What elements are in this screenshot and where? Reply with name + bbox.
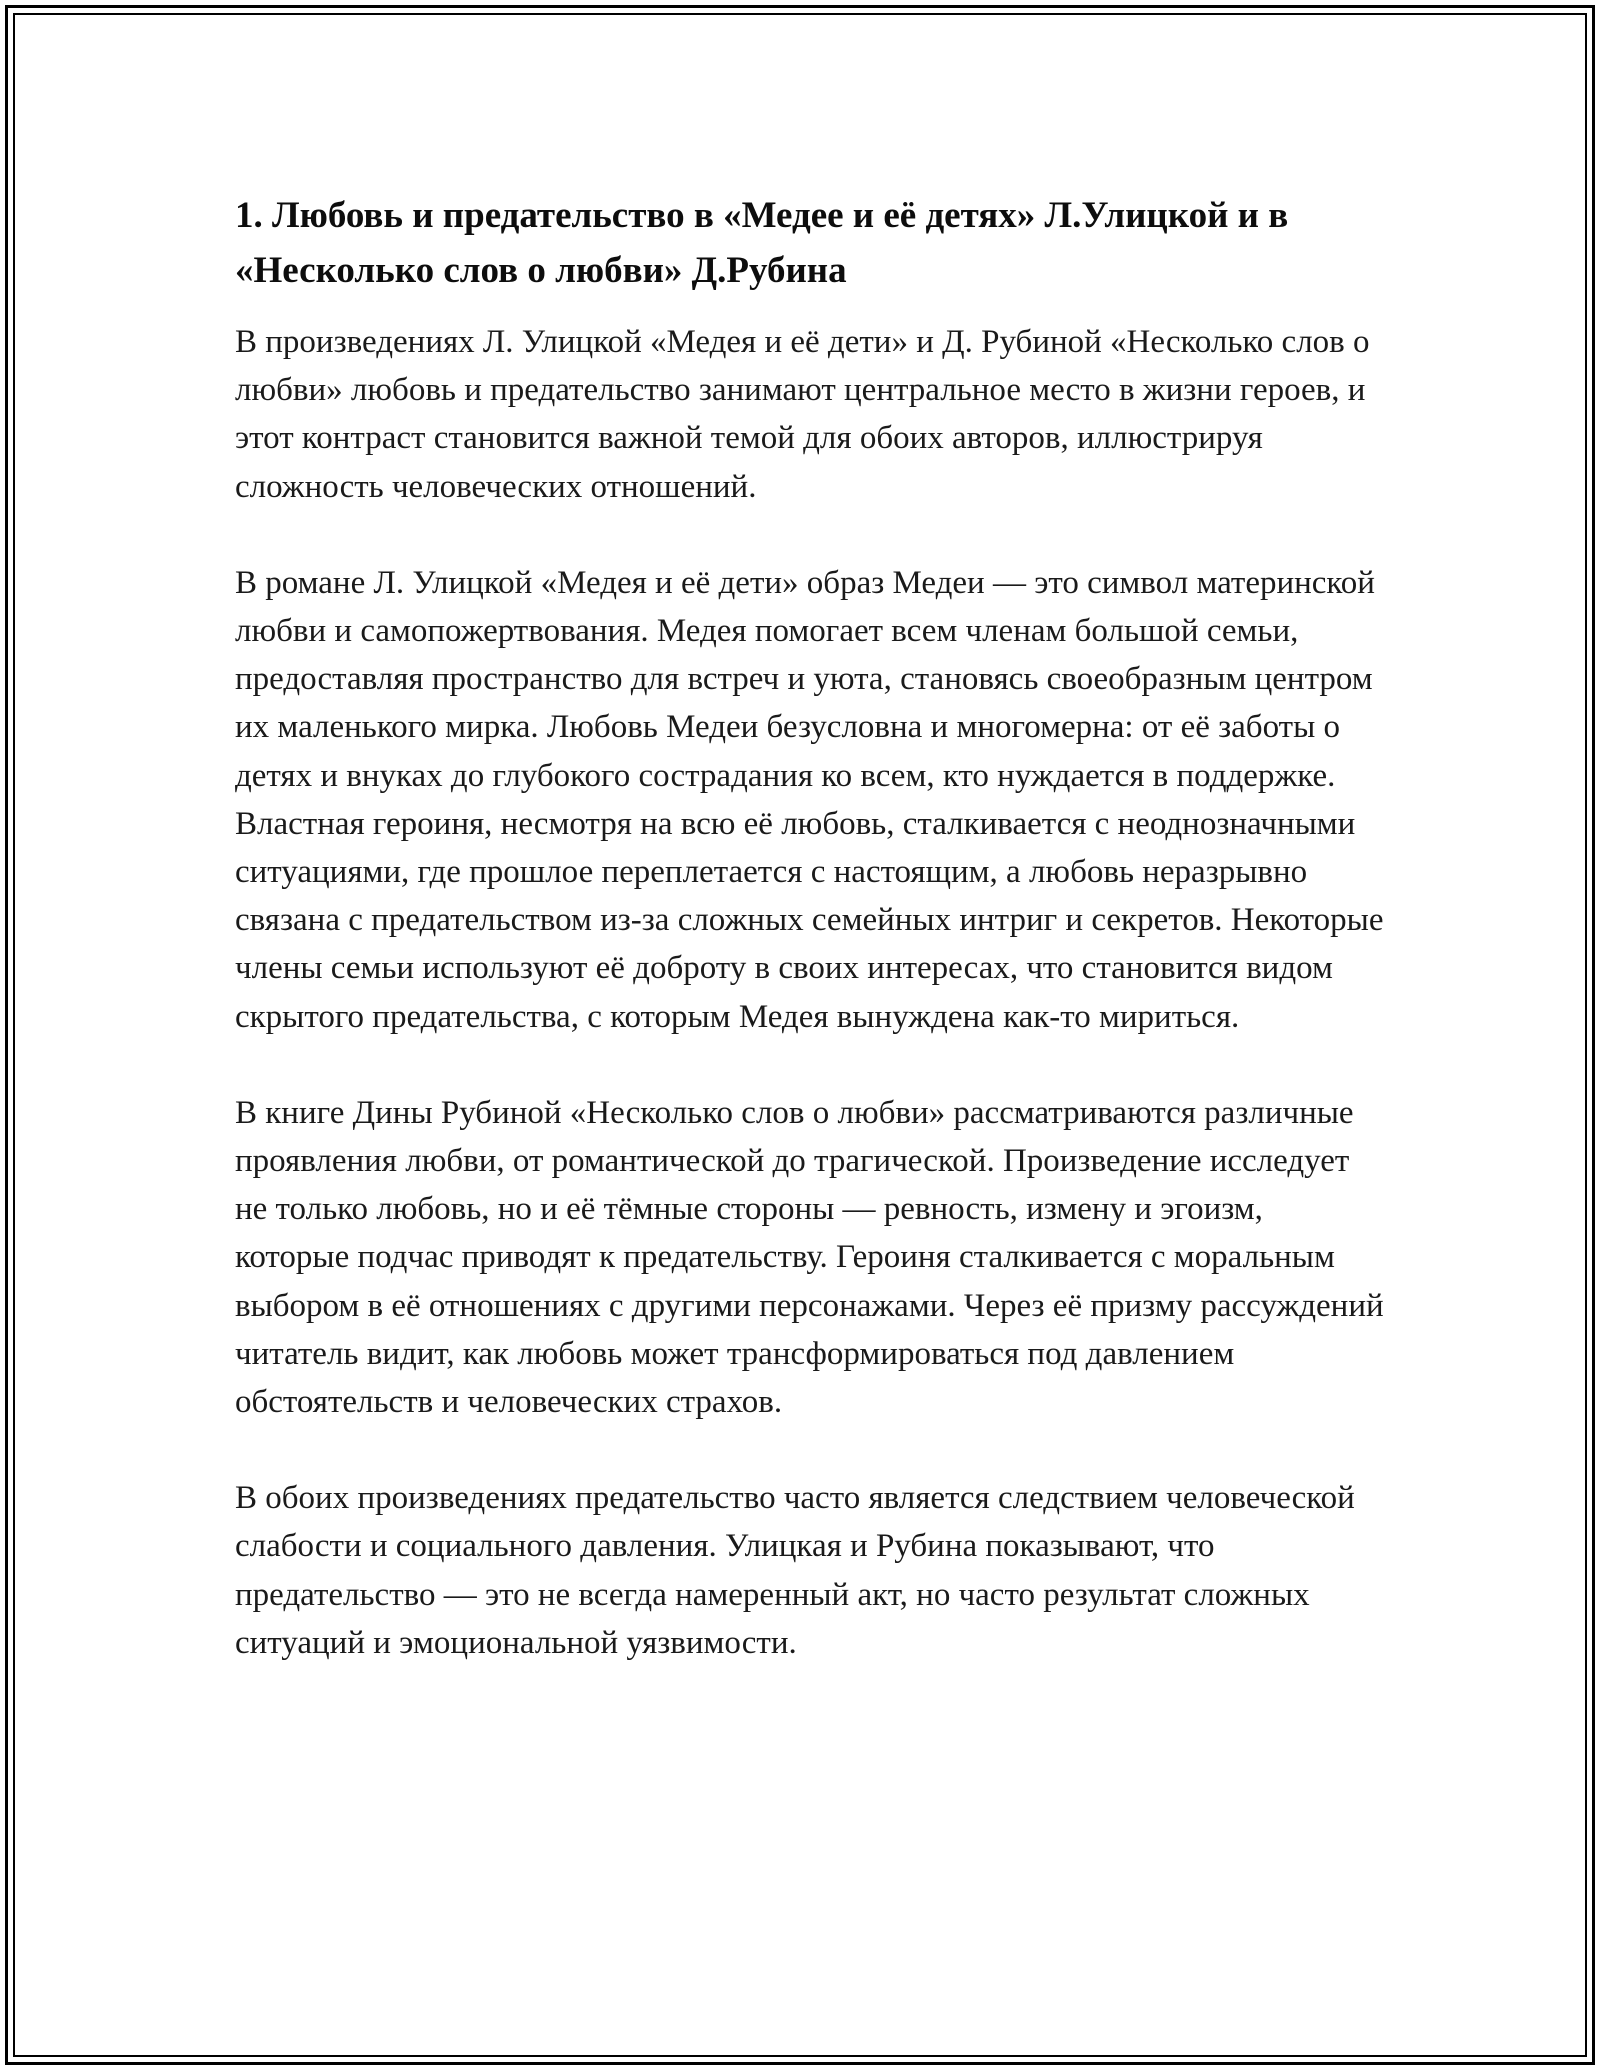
document-body xyxy=(235,188,1385,1667)
paragraph-intro: В произведениях Л. Улицкой «Медея и её дети» и Д. Рубиной «Несколько слов о любви» любовь и предательство занимают центральное место в жизни героев, и этот контраст становится важной темой для обоих авторов, иллюстрируя сложность человеческих отношений. xyxy=(235,324,1370,505)
document-title: 1. Любовь и предательство в «Медее и её детях» Л.Улицкой и в «Несколько слов о любви» Д.Рубина xyxy=(235,195,1289,291)
paragraph-conclusion: В обоих произведениях предательство часто является следствием человеческой слабости и социального давления. Улицкая и Рубина показывают, что предательство — это не всегда намеренный акт, но часто результат сложных ситуаций и эмоциональной уязвимости. xyxy=(235,1480,1355,1661)
paragraph-ulitskaya: В романе Л. Улицкой «Медея и её дети» образ Медеи — это символ материнской любви и самопожертвования. Медея помогает всем членам большой семьи, предоставляя пространство для встреч и уюта, становясь своеобразным центром их маленького мирка. Любовь Медеи безусловна и многомерна: от её заботы о детях и внуках до глубокого сострадания ко всем, кто нуждается в поддержке. Властная героиня, несмотря на всю её любовь, сталкивается с неоднозначными ситуациями, где прошлое переплетается с настоящим, а любовь неразрывно связана с предательством из-за сложных семейных интриг и секретов. Некоторые члены семьи используют её доброту в своих интересах, что становится видом скрытого предательства, с которым Медея вынуждена как-то мириться. xyxy=(235,564,1384,1035)
paragraph-rubina: В книге Дины Рубиной «Несколько слов о любви» рассматриваются различные проявления любви, от романтической до трагической. Произведение исследует не только любовь, но и её тёмные стороны — ревность, измену и эгоизм, которые подчас приводят к предательству. Героиня сталкивается с моральным выбором в её отношениях с другими персонажами. Через её призму рассуждений читатель видит, как любовь может трансформироваться под давлением обстоятельств и человеческих страхов. xyxy=(235,1094,1384,1421)
